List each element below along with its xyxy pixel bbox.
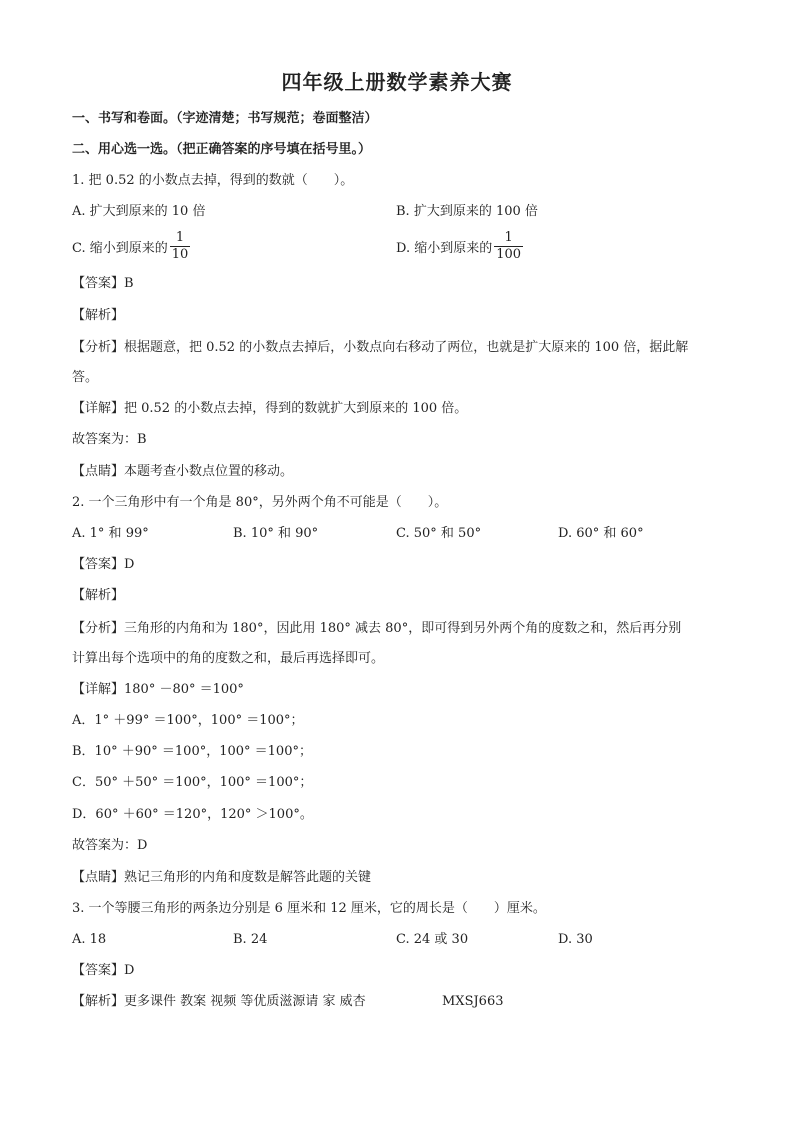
q1-conclusion: 故答案为：B <box>72 432 147 447</box>
q2-comment: 【点睛】熟记三角形的内角和度数是解答此题的关键 <box>72 870 372 885</box>
section-1-heading: 一、书写和卷面。（字迹清楚；书写规范；卷面整洁） <box>72 111 378 126</box>
q1-option-d-text: D. 缩小到原来的 <box>396 241 493 256</box>
q3-code: MXSJ663 <box>442 994 504 1009</box>
q3-option-a: A. 18 <box>72 932 107 947</box>
q1-option-a: A. 扩大到原来的 10 倍 <box>72 204 206 219</box>
q3-option-d: D. 30 <box>558 932 593 947</box>
q1-stem: 1. 把 0.52 的小数点去掉，得到的数就（ ）。 <box>72 173 354 188</box>
page-title: 四年级上册数学素养大赛 <box>281 70 513 94</box>
q1-option-c-fraction <box>170 230 191 263</box>
q1-detail: 【详解】把 0.52 的小数点去掉，得到的数就扩大到原来的 100 倍。 <box>72 401 468 416</box>
q1-analysis-line-2: 答。 <box>72 370 99 385</box>
q2-option-b: B. 10° 和 90° <box>233 526 319 541</box>
q2-detail-d: D．60° ＋60° ＝120°，120° ＞100°。 <box>72 807 313 822</box>
q1-option-c <box>72 232 190 265</box>
q2-answer: 【答案】D <box>72 557 135 572</box>
q3-stem: 3. 一个等腰三角形的两条边分别是 6 厘米和 12 厘米，它的周长是（ ）厘米。 <box>72 901 546 916</box>
q1-analysis-line-1: 【分析】根据题意，把 0.52 的小数点去掉后，小数点向右移动了两位，也就是扩大原来的 100 倍，据此解 <box>72 340 689 355</box>
q1-option-d-fraction <box>494 230 523 263</box>
q1-answer: 【答案】B <box>72 276 134 291</box>
q2-analysis-line-1: 【分析】三角形的内角和为 180°，因此用 180° 减去 80°，即可得到另外两个角的度数之和，然后再分别 <box>72 621 682 636</box>
fraction-denominator: 10 <box>171 247 189 262</box>
q2-stem: 2. 一个三角形中有一个角是 80°，另外两个角不可能是（ ）。 <box>72 495 448 510</box>
q3-option-c: C. 24 或 30 <box>396 932 469 947</box>
q1-analysis-label: 【解析】 <box>72 308 125 323</box>
q2-detail-c: C．50° ＋50° ＝100°，100° ＝100°； <box>72 775 313 790</box>
fraction-numerator: 1 <box>504 230 513 245</box>
q2-option-a: A. 1° 和 99° <box>72 526 149 541</box>
q3-analysis: 【解析】更多课件 教案 视频 等优质滋源请 家 威杏 <box>72 994 366 1009</box>
q2-detail-a: A．1° ＋99° ＝100°，100° ＝100°； <box>72 713 304 728</box>
q1-option-c-text: C. 缩小到原来的 <box>72 241 168 256</box>
q1-comment: 【点睛】本题考查小数点位置的移动。 <box>72 464 294 479</box>
q2-conclusion: 故答案为：D <box>72 838 148 853</box>
section-2-heading: 二、用心选一选。（把正确答案的序号填在括号里。） <box>72 142 372 157</box>
q2-analysis-label: 【解析】 <box>72 588 125 603</box>
q1-option-d <box>396 232 523 265</box>
fraction-denominator: 100 <box>496 247 522 262</box>
q2-option-c: C. 50° 和 50° <box>396 526 482 541</box>
q2-analysis-line-2: 计算出每个选项中的角的度数之和，最后再选择即可。 <box>72 651 385 666</box>
q2-detail: 【详解】180° －80° ＝100° <box>72 682 244 697</box>
q1-option-b: B. 扩大到原来的 100 倍 <box>396 204 538 219</box>
fraction-numerator: 1 <box>175 230 185 245</box>
q2-detail-b: B．10° ＋90° ＝100°，100° ＝100°； <box>72 744 312 759</box>
q3-option-b: B. 24 <box>233 932 268 947</box>
q2-option-d: D. 60° 和 60° <box>558 526 644 541</box>
q3-answer: 【答案】D <box>72 963 135 978</box>
